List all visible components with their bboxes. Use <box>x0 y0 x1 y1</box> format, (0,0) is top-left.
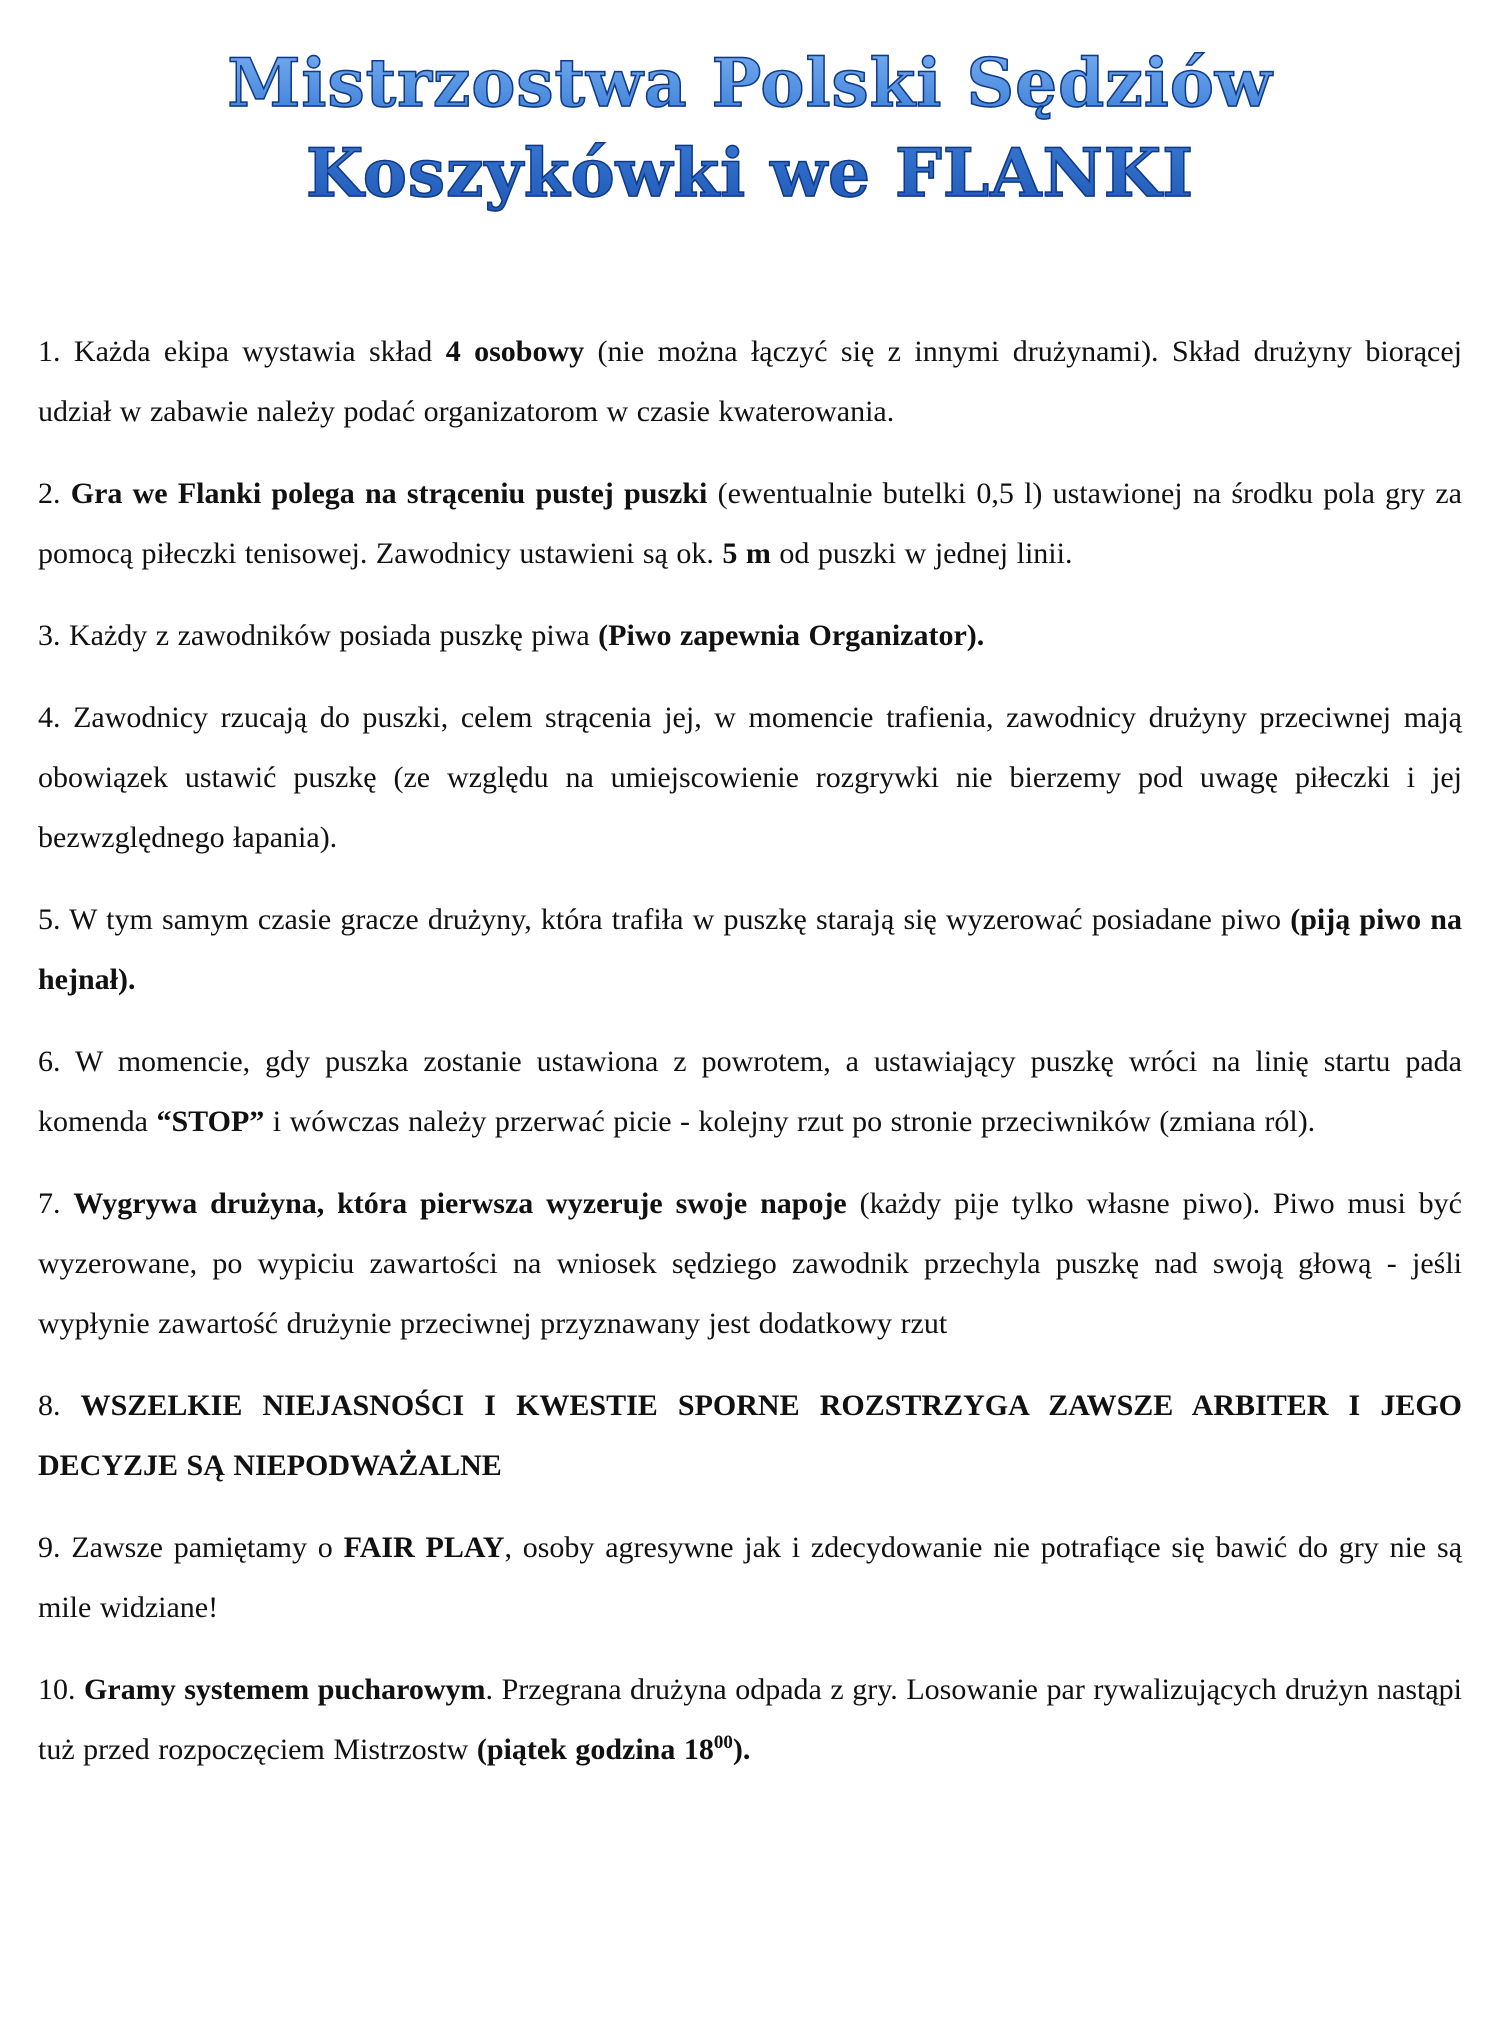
rule-bold-text: Gra we Flanki polega na strąceniu pustej puszki <box>70 477 708 510</box>
rule-text: (ewentualnie butelki 0,5 l) ustawionej na środku pola gry za pomocą piłeczki tenisowej. Zawodnicy ustawieni są ok. <box>38 477 1463 570</box>
rule-10 <box>38 1660 1462 1780</box>
rule-number: 7. <box>38 1187 61 1220</box>
rule-number: 6. <box>38 1045 61 1078</box>
document-title <box>0 38 1500 218</box>
rule-bold-text: 5 m <box>722 537 771 570</box>
rule-text: W momencie, gdy puszka zostanie ustawiona z powrotem, a ustawiający puszkę wróci na linię startu pada komenda <box>38 1045 1462 1138</box>
rule-number: 4. <box>38 701 61 734</box>
rule-number: 1. <box>38 335 61 368</box>
rule-bold-text: Wygrywa drużyna, która pierwsza wyzeruje swoje napoje <box>73 1187 847 1220</box>
rule-bold-text <box>714 1733 733 1766</box>
rule-bold-text: WSZELKIE NIEJASNOŚCI I KWESTIE SPORNE ROZSTRZYGA ZAWSZE ARBITER I JEGO DECYZJE SĄ NIEPODWAŻALNE <box>38 1389 1463 1482</box>
rule-text: od puszki w jednej linii. <box>770 537 1073 570</box>
rule-bold-text: 4 osobowy <box>445 335 585 368</box>
rule-bold-text: (piją piwo na hejnał). <box>38 903 1462 996</box>
rules-list <box>38 322 1462 1802</box>
title-line-2: Koszykówki we FLANKI <box>305 134 1195 212</box>
rule-bold-text: FAIR PLAY <box>343 1531 505 1564</box>
rule-4 <box>38 688 1462 868</box>
rule-bold-text: “STOP” <box>156 1105 265 1138</box>
rule-bold-text: (Piwo zapewnia Organizator). <box>598 619 985 652</box>
rule-text: Zawsze pamiętamy o <box>71 1531 344 1564</box>
rule-bold-text: ). <box>732 1733 751 1766</box>
rule-bold-text: Gramy systemem pucharowym <box>84 1673 486 1706</box>
rule-2 <box>38 464 1462 584</box>
rule-text: W tym samym czasie gracze drużyny, która trafiła w puszkę starają się wyzerować posiadane piwo <box>69 903 1291 936</box>
rule-text: Każdy z zawodników posiada puszkę piwa <box>69 619 599 652</box>
rule-number: 9. <box>38 1531 61 1564</box>
rule-9 <box>38 1518 1462 1638</box>
rule-number: 10. <box>38 1673 76 1706</box>
rule-text: i wówczas należy przerwać picie - kolejny rzut po stronie przeciwników (zmiana ról). <box>264 1105 1316 1138</box>
rule-number: 8. <box>38 1389 61 1422</box>
title-line-1: Mistrzostwa Polski Sędziów <box>227 44 1273 122</box>
rule-superscript: 00 <box>713 1732 733 1753</box>
rule-text: (każdy pije tylko własne piwo). Piwo musi być wyzerowane, po wypiciu zawartości na wniosek sędziego zawodnik przechyla puszkę nad swoją głową - jeśli wypłynie zawartość drużynie przeciwnej przyznawany jest dodatkowy rzut <box>38 1187 1462 1340</box>
rule-7 <box>38 1174 1462 1354</box>
rule-text: Zawodnicy rzucają do puszki, celem strącenia jej, w momencie trafienia, zawodnicy drużyny przeciwnej mają obowiązek ustawić puszkę (ze względu na umiejscowienie rozgrywki nie bierzemy pod uwagę piłeczki i jej bezwzględnego łapania). <box>38 701 1462 854</box>
rule-text: . Przegrana drużyna odpada z gry. Losowanie par rywalizujących drużyn nastąpi tuż przed rozpoczęciem Mistrzostw <box>38 1673 1462 1766</box>
rule-bold-text: (piątek godzina 18 <box>476 1733 714 1766</box>
rule-3 <box>38 606 1462 666</box>
rule-text: Każda ekipa wystawia skład <box>73 335 446 368</box>
rule-number: 2. <box>38 477 61 510</box>
rule-8 <box>38 1376 1462 1496</box>
rule-1 <box>38 322 1462 442</box>
rule-text: , osoby agresywne jak i zdecydowanie nie potrafiące się bawić do gry nie są mile widziane! <box>38 1531 1463 1624</box>
rule-6 <box>38 1032 1462 1152</box>
rule-5 <box>38 890 1462 1010</box>
rule-text: (nie można łączyć się z innymi drużynami). Skład drużyny biorącej udział w zabawie należy podać organizatorom w czasie kwaterowania. <box>38 335 1462 428</box>
rule-number: 3. <box>38 619 61 652</box>
rule-number: 5. <box>38 903 61 936</box>
